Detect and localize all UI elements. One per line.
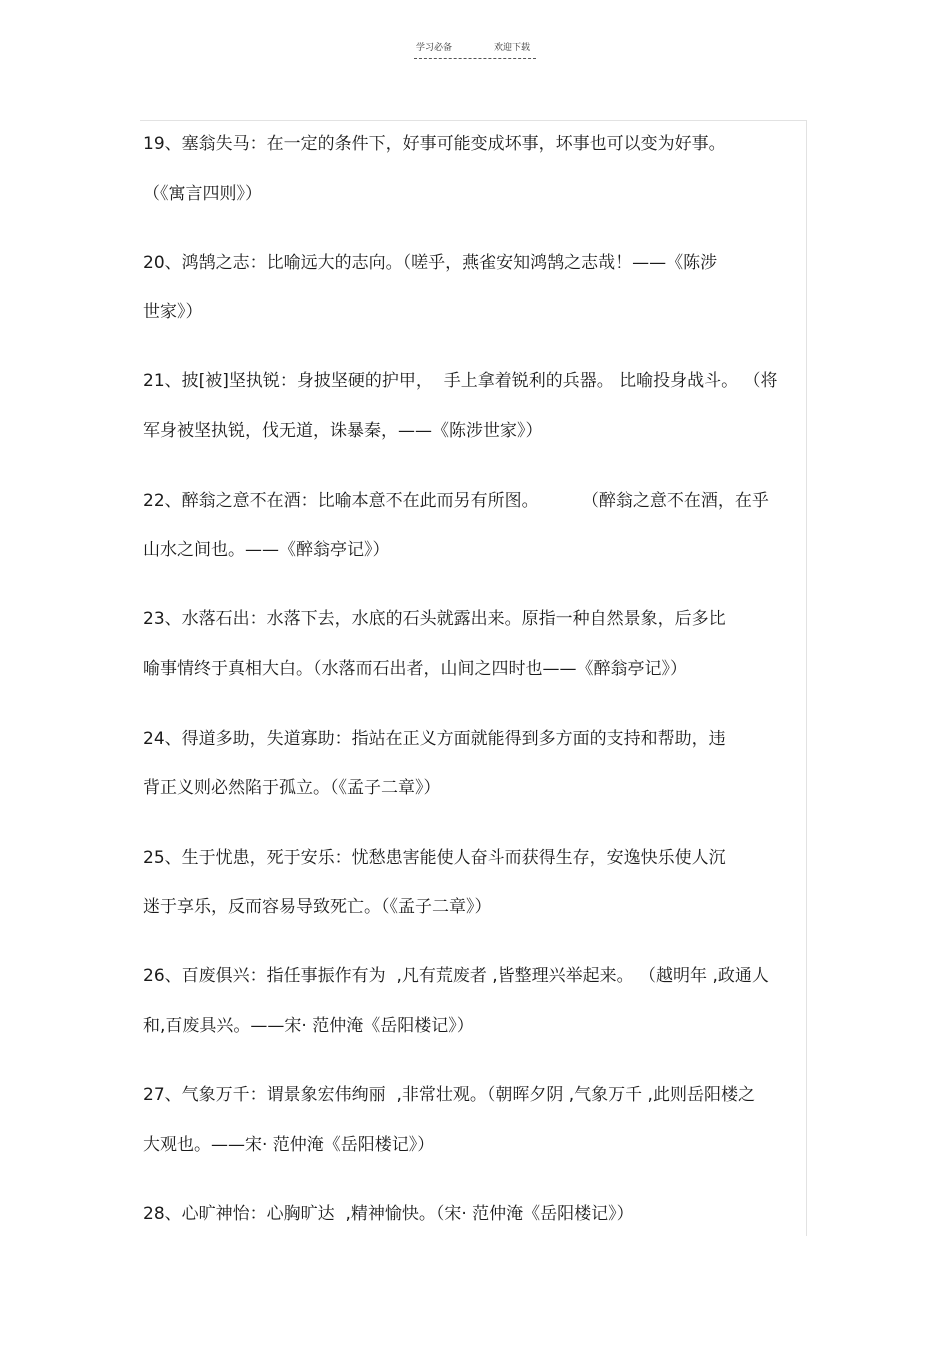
entry-line: 背正义则必然陷于孤立。（《孟子二章》） <box>143 778 441 798</box>
entry-line: 26、百废俱兴：指任事振作有为 ,凡有荒废者 ,皆整理兴举起来。 （越明年 ,政通人 <box>143 966 769 986</box>
entry-line: 24、得道多助，失道寡助：指站在正义方面就能得到多方面的支持和帮助，违 <box>143 729 726 749</box>
entry-line: 28、心旷神怡：心胸旷达 ,精神愉快。（宋· 范仲淹《岳阳楼记》） <box>143 1204 634 1224</box>
entry-line: 21、披[被]坚执锐：身披坚硬的护甲， 手上拿着锐利的兵器。 比喻投身战斗。 （将 <box>143 371 778 391</box>
entry-line: 25、生于忧患，死于安乐：忧愁患害能使人奋斗而获得生存，安逸快乐使人沉 <box>143 848 726 868</box>
entry-line: 迷于享乐，反而容易导致死亡。（《孟子二章》） <box>143 897 492 917</box>
header-left-text: 学习必备 <box>416 43 453 53</box>
page-header <box>414 38 536 59</box>
entry-line: 军身被坚执锐，伐无道，诛暴秦，——《陈涉世家》） <box>143 421 543 441</box>
entry-line: 20、鸿鹄之志：比喻远大的志向。（嗟乎，燕雀安知鸿鹄之志哉！——《陈涉 <box>143 253 718 273</box>
entry-line: 19、塞翁失马：在一定的条件下，好事可能变成坏事，坏事也可以变为好事。 <box>143 134 726 154</box>
entry-line: （《寓言四则》） <box>143 184 262 204</box>
entry-line: 27、气象万千：谓景象宏伟绚丽 ,非常壮观。（朝晖夕阴 ,气象万千 ,此则岳阳楼之 <box>143 1085 755 1105</box>
entry-line: 世家》） <box>143 302 203 322</box>
entry-line: 大观也。——宋· 范仲淹《岳阳楼记》） <box>143 1135 435 1155</box>
header-right-text: 欢迎下载 <box>494 43 531 53</box>
entry-line: 喻事情终于真相大白。（水落而石出者，山间之四时也——《醉翁亭记》） <box>143 659 687 679</box>
entry-line: 和,百废具兴。——宋· 范仲淹《岳阳楼记》） <box>143 1016 474 1036</box>
entry-line: 山水之间也。——《醉翁亭记》） <box>143 540 390 560</box>
entry-line: 22、醉翁之意不在酒：比喻本意不在此而另有所图。 （醉翁之意不在酒，在乎 <box>143 491 769 511</box>
entry-line: 23、水落石出：水落下去，水底的石头就露出来。原指一种自然景象，后多比 <box>143 609 726 629</box>
